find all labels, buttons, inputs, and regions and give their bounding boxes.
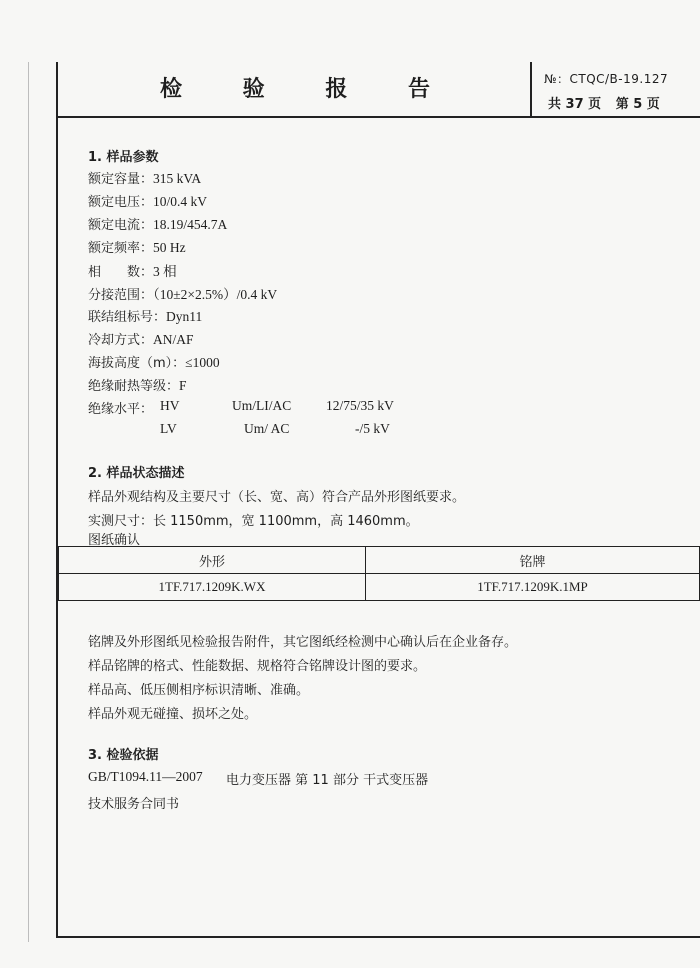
measured-size: 实测尺寸：长 1150mm，宽 1100mm，高 1460mm。 bbox=[88, 514, 419, 529]
insulation-side: HV bbox=[160, 398, 180, 413]
appearance-text: 样品外观结构及主要尺寸（长、宽、高）符合产品外形图纸要求。 bbox=[88, 490, 466, 505]
standard-name: 电力变压器 第 11 部分 干式变压器 bbox=[226, 773, 429, 788]
section3-heading: 3. 检验依据 bbox=[88, 748, 159, 763]
table-row bbox=[59, 574, 700, 601]
header-divider bbox=[56, 116, 700, 118]
drawing-confirm-label: 图纸确认 bbox=[88, 533, 141, 548]
section2-heading: 2. 样品状态描述 bbox=[88, 466, 185, 481]
param-value: F bbox=[179, 378, 187, 393]
param-label: 额定频率： bbox=[88, 241, 154, 256]
table-header-row bbox=[59, 547, 700, 574]
frame-bottom-border bbox=[56, 936, 700, 938]
param-label: 额定电压： bbox=[88, 195, 154, 210]
document-number: №：CTQC/B-19.127 bbox=[544, 72, 669, 86]
insulation-type: Um/ AC bbox=[244, 421, 290, 436]
param-row bbox=[88, 375, 187, 394]
param-label: 冷却方式： bbox=[88, 333, 154, 348]
param-value: ≤1000 bbox=[185, 355, 220, 370]
title-char: 验 bbox=[242, 77, 265, 102]
param-label: 分接范围： bbox=[88, 288, 154, 303]
title-char: 告 bbox=[407, 77, 430, 102]
param-row bbox=[88, 329, 194, 348]
title-char: 检 bbox=[160, 77, 183, 102]
standard-code: GB/T1094.11—2007 bbox=[88, 769, 203, 784]
header-vertical-divider bbox=[530, 62, 532, 116]
param-value: AN/AF bbox=[153, 332, 194, 347]
report-title bbox=[160, 72, 430, 103]
note-line: 样品铭牌的格式、性能数据、规格符合铭牌设计图的要求。 bbox=[88, 659, 427, 674]
current-page: 第 5 页 bbox=[615, 97, 660, 112]
page-edge bbox=[28, 62, 29, 942]
insulation-label: 绝缘水平： bbox=[88, 402, 154, 417]
param-value: 10/0.4 kV bbox=[153, 194, 208, 209]
param-label: 相 数： bbox=[88, 265, 154, 280]
insulation-type: Um/LI/AC bbox=[232, 398, 292, 413]
param-row bbox=[88, 306, 202, 325]
param-row bbox=[88, 168, 201, 187]
section1-heading: 1. 样品参数 bbox=[88, 150, 159, 165]
param-row bbox=[88, 237, 186, 256]
note-line: 样品外观无碰撞、损坏之处。 bbox=[88, 707, 258, 722]
note-line: 样品高、低压侧相序标识清晰、准确。 bbox=[88, 683, 310, 698]
param-value: Dyn11 bbox=[166, 309, 203, 324]
param-value: 315 kVA bbox=[153, 171, 202, 186]
param-value: 3 相 bbox=[153, 264, 177, 279]
param-label: 联结组标号： bbox=[88, 310, 167, 325]
table-cell: 1TF.717.1209K.1MP bbox=[366, 574, 700, 601]
page-info bbox=[548, 93, 670, 112]
param-label: 海拔高度（m）： bbox=[88, 356, 186, 371]
table-header-cell: 铭牌 bbox=[366, 547, 700, 574]
param-row bbox=[88, 260, 177, 280]
param-label: 额定电流： bbox=[88, 218, 154, 233]
note-line: 铭牌及外形图纸见检验报告附件，其它图纸经检测中心确认后在企业备存。 bbox=[88, 635, 518, 650]
title-char: 报 bbox=[325, 77, 348, 102]
drawing-table bbox=[58, 546, 700, 601]
insulation-value: 12/75/35 kV bbox=[326, 398, 394, 413]
insulation-side: LV bbox=[160, 421, 177, 436]
param-label: 额定容量： bbox=[88, 172, 154, 187]
param-label: 绝缘耐热等级： bbox=[88, 379, 180, 394]
param-value: 50 Hz bbox=[153, 240, 186, 255]
param-row bbox=[88, 283, 277, 303]
table-header-cell: 外形 bbox=[59, 547, 366, 574]
frame-left-border bbox=[56, 62, 58, 938]
param-value: 18.19/454.7A bbox=[153, 217, 228, 232]
param-row bbox=[88, 214, 227, 233]
table-cell: 1TF.717.1209K.WX bbox=[59, 574, 366, 601]
param-row bbox=[88, 352, 220, 371]
param-row bbox=[88, 191, 207, 210]
total-pages: 共 37 页 bbox=[548, 97, 602, 112]
insulation-value: -/5 kV bbox=[355, 421, 390, 436]
param-value: （10±2×2.5%）/0.4 kV bbox=[153, 287, 278, 302]
contract-basis: 技术服务合同书 bbox=[88, 797, 180, 812]
